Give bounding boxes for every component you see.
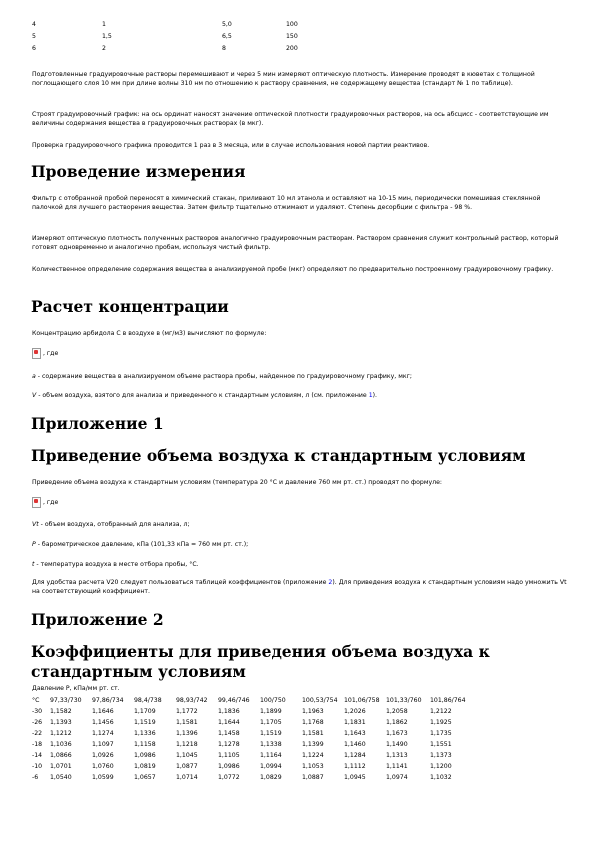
table-cell: 1,1646 [92, 708, 114, 715]
table-cell: 1,1164 [260, 752, 282, 759]
table-cell: 1,0599 [92, 774, 114, 781]
paragraph-quantitative: Количественное определение содержания вещества в анализируемой пробе (мкг) определяют по предварительно построенному градуировочному графику. [32, 266, 554, 273]
table-cell: 1,1336 [134, 730, 156, 737]
table-cell: 1,0986 [134, 752, 156, 759]
appendix-1-link[interactable]: 1 [368, 392, 373, 399]
table-cell: 1,0945 [344, 774, 366, 781]
table-cell: 1,1643 [344, 730, 366, 737]
heading-calculation: Расчет концентрации [31, 297, 229, 316]
definition-v-text: - объем воздуха, взятого для анализа и приведенного к стандартным условиям, л (см. приложение [36, 392, 369, 399]
table-cell: 1,0657 [134, 774, 156, 781]
heading-measurement: Проведение измерения [31, 162, 246, 181]
table-cell: 1,1490 [386, 741, 408, 748]
formula-concentration [32, 348, 58, 359]
definition-t-term: t [32, 561, 35, 568]
column-header: 99,46/746 [218, 697, 250, 704]
paragraph-measure: Измеряют оптическую плотность полученных растворов аналогично градуировочным растворам. Раствором сравнения служит контрольный раствор, который готовят одновременно и аналогично пробам, используя чистый фильтр. [32, 235, 559, 251]
table-cell: 1,1581 [302, 730, 324, 737]
paragraph-filter: Фильтр с отобранной пробой переносят в химический стакан, приливают 10 мл этанола и оставляют на 10-15 мин, периодически помешивая стеклянной палочкой для лучшего растворения вещества. Затем фильтр тщательно отжимают и удаляют. Степень десорбции с фильтра - 98 %. [32, 195, 541, 211]
table-row [32, 20, 326, 32]
column-header: 97,86/734 [92, 697, 124, 704]
formula-where-label: , где [43, 499, 59, 506]
table-cell: -18 [32, 741, 43, 748]
table-row [32, 729, 474, 740]
heading-appendix-2-title: Коэффициенты для приведения объема воздуха к стандартным условиям [31, 642, 490, 681]
definition-vt-term: Vt [32, 521, 39, 528]
table-cell: 1,1036 [50, 741, 72, 748]
table-cell: 1,1831 [344, 719, 366, 726]
table-cell: 1,1581 [176, 719, 198, 726]
table-cell: 1,1032 [430, 774, 452, 781]
broken-image-icon [32, 497, 41, 508]
table-cell: 1 [102, 21, 106, 28]
table-cell: 1,1519 [134, 719, 156, 726]
table-cell: 1,2122 [430, 708, 452, 715]
table-cell: 1,1278 [218, 741, 240, 748]
formula-volume [32, 497, 58, 508]
column-header: 101,86/764 [430, 697, 466, 704]
table-cell: -26 [32, 719, 43, 726]
table-cell: 1,1899 [260, 708, 282, 715]
table-cell: 1,1218 [176, 741, 198, 748]
table-row [32, 718, 474, 729]
paragraph-coefficient-usage-b: ). Для приведения воздуха к стандартным условиям надо умножить Vt на соответствующий коэффициент. [32, 579, 567, 595]
table-cell: 1,1097 [92, 741, 114, 748]
table-cell: 1,1274 [92, 730, 114, 737]
column-header: 100/750 [260, 697, 286, 704]
table-cell: 1,1393 [50, 719, 72, 726]
table-cell: 1,1836 [218, 708, 240, 715]
table-cell: 4 [32, 21, 36, 28]
table-cell: 1,1141 [386, 763, 408, 770]
appendix-2-link[interactable]: 2 [328, 579, 333, 586]
column-header: 101,33/760 [386, 697, 422, 704]
table-cell: 1,1200 [430, 763, 452, 770]
paragraph-check: Проверка градуировочного графика проводится 1 раз в 3 месяца, или в случае использования новой партии реактивов. [32, 142, 430, 149]
formula-where-label: , где [43, 350, 59, 357]
table-cell: 1,0887 [302, 774, 324, 781]
table-cell: 1,0926 [92, 752, 114, 759]
paragraph-preparation: Подготовленные градуировочные растворы перемешивают и через 5 мин измеряют оптическую плотность. Измерение проводят в кюветах с толщиной поглощающего слоя 10 мм при длине волны 310 нм по отношению к раствору сравнения, не содержащему вещества (стандарт № 1 по таблице). [32, 71, 535, 87]
definition-p-text: - барометрическое давление, кПа (101,33 кПа = 760 мм рт. ст.); [35, 541, 249, 548]
table-cell: 1,1705 [260, 719, 282, 726]
table-cell: 1,0819 [134, 763, 156, 770]
table-cell: 1,1212 [50, 730, 72, 737]
pressure-label: Давление P, кПа/мм рт. ст. [32, 685, 120, 692]
table-header-row [32, 696, 474, 707]
table-cell: -10 [32, 763, 43, 770]
table-cell: 6 [32, 45, 36, 52]
table-cell: 1,5 [102, 33, 112, 40]
table-cell: 150 [286, 33, 298, 40]
heading-appendix-2: Приложение 2 [31, 610, 164, 629]
definition-t [32, 560, 572, 569]
table-cell: 1,1396 [176, 730, 198, 737]
table-cell: 1,1551 [430, 741, 452, 748]
table-cell: 1,0701 [50, 763, 72, 770]
table-cell: 1,0986 [218, 763, 240, 770]
table-cell: 1,1709 [134, 708, 156, 715]
table-cell: 1,1456 [92, 719, 114, 726]
definition-p-term: P [32, 541, 36, 548]
table-cell: 1,1112 [344, 763, 366, 770]
heading-appendix-1-title: Приведение объема воздуха к стандартным условиям [31, 446, 526, 465]
definition-p [32, 540, 572, 549]
table-cell: 1,2026 [344, 708, 366, 715]
table-cell: 200 [286, 45, 298, 52]
table-cell: 1,0540 [50, 774, 72, 781]
coefficient-table [32, 696, 474, 784]
definition-t-text: - температура воздуха в месте отбора пробы, °С. [34, 561, 199, 568]
table-cell: 1,1158 [134, 741, 156, 748]
table-cell: -30 [32, 708, 43, 715]
table-cell: 1,0829 [260, 774, 282, 781]
table-cell: 1,2058 [386, 708, 408, 715]
table-row [32, 32, 326, 44]
table-cell: 1,0974 [386, 774, 408, 781]
definition-a [32, 372, 572, 381]
table-cell: -22 [32, 730, 43, 737]
table-row [32, 773, 474, 784]
calibration-table-fragment [32, 20, 326, 56]
table-cell: -14 [32, 752, 43, 759]
definition-vt-text: - объем воздуха, отобранный для анализа, л; [38, 521, 190, 528]
column-header: 98,93/742 [176, 697, 208, 704]
table-cell: 1,0772 [218, 774, 240, 781]
table-cell: -6 [32, 774, 39, 781]
heading-appendix-1: Приложение 1 [31, 414, 164, 433]
table-cell: 1,1963 [302, 708, 324, 715]
table-cell: 5 [32, 33, 36, 40]
definition-v-term: V [32, 392, 37, 399]
column-header: 97,33/730 [50, 697, 82, 704]
definition-a-text: - содержание вещества в анализируемом объеме раствора пробы, найденное по градуировочному графику, мкг; [35, 373, 412, 380]
table-cell: 1,1338 [260, 741, 282, 748]
table-cell: 1,0877 [176, 763, 198, 770]
table-cell: 1,1224 [302, 752, 324, 759]
table-cell: 5,0 [222, 21, 232, 28]
table-cell: 6,5 [222, 33, 232, 40]
table-cell: 1,1862 [386, 719, 408, 726]
table-cell: 100 [286, 21, 298, 28]
table-cell: 1,0866 [50, 752, 72, 759]
table-cell: 1,1313 [386, 752, 408, 759]
table-row [32, 762, 474, 773]
broken-image-icon [32, 348, 41, 359]
table-cell: 2 [102, 45, 106, 52]
table-cell: 1,1105 [218, 752, 240, 759]
paragraph-coefficient-usage [32, 578, 572, 596]
table-cell: 1,0760 [92, 763, 114, 770]
table-cell: 1,1373 [430, 752, 452, 759]
paragraph-concentration: Концентрацию арбидола С в воздухе в (мг/м3) вычисляют по формуле: [32, 330, 267, 337]
table-cell: 1,1399 [302, 741, 324, 748]
column-header: 101,06/758 [344, 697, 380, 704]
table-cell: 8 [222, 45, 226, 52]
table-row [32, 707, 474, 718]
table-cell: 1,1772 [176, 708, 198, 715]
table-row [32, 740, 474, 751]
table-cell: 1,1519 [260, 730, 282, 737]
column-header: °С [32, 697, 40, 704]
table-cell: 1,0994 [260, 763, 282, 770]
table-cell: 1,1673 [386, 730, 408, 737]
table-cell: 1,1925 [430, 719, 452, 726]
definition-vt [32, 520, 572, 529]
definition-v-tail: ). [372, 392, 378, 399]
table-cell: 1,0714 [176, 774, 198, 781]
table-cell: 1,1045 [176, 752, 198, 759]
table-cell: 1,1735 [430, 730, 452, 737]
paragraph-standard-conditions: Приведение объема воздуха к стандартным условиям (температура 20 °С и давление 760 мм рт. ст.) проводят по формуле: [32, 479, 442, 486]
table-cell: 1,1582 [50, 708, 72, 715]
table-row [32, 44, 326, 56]
table-cell: 1,1284 [344, 752, 366, 759]
column-header: 98,4/738 [134, 697, 162, 704]
table-cell: 1,1460 [344, 741, 366, 748]
table-cell: 1,1644 [218, 719, 240, 726]
table-row [32, 751, 474, 762]
definition-v [32, 391, 572, 400]
paragraph-graph: Строят градуировочный график: на ось ординат наносят значение оптической плотности градуировочных растворов, на ось абсцисс - соответствующие им величины содержания вещества в градуировочных растворах (в мкг). [32, 111, 549, 127]
paragraph-coefficient-usage-a: Для удобства расчета V20 следует пользоваться таблицей коэффициентов (приложение [32, 579, 329, 586]
table-cell: 1,1458 [218, 730, 240, 737]
table-cell: 1,1053 [302, 763, 324, 770]
column-header: 100,53/754 [302, 697, 338, 704]
table-cell: 1,1768 [302, 719, 324, 726]
definition-a-term: a [32, 373, 36, 380]
